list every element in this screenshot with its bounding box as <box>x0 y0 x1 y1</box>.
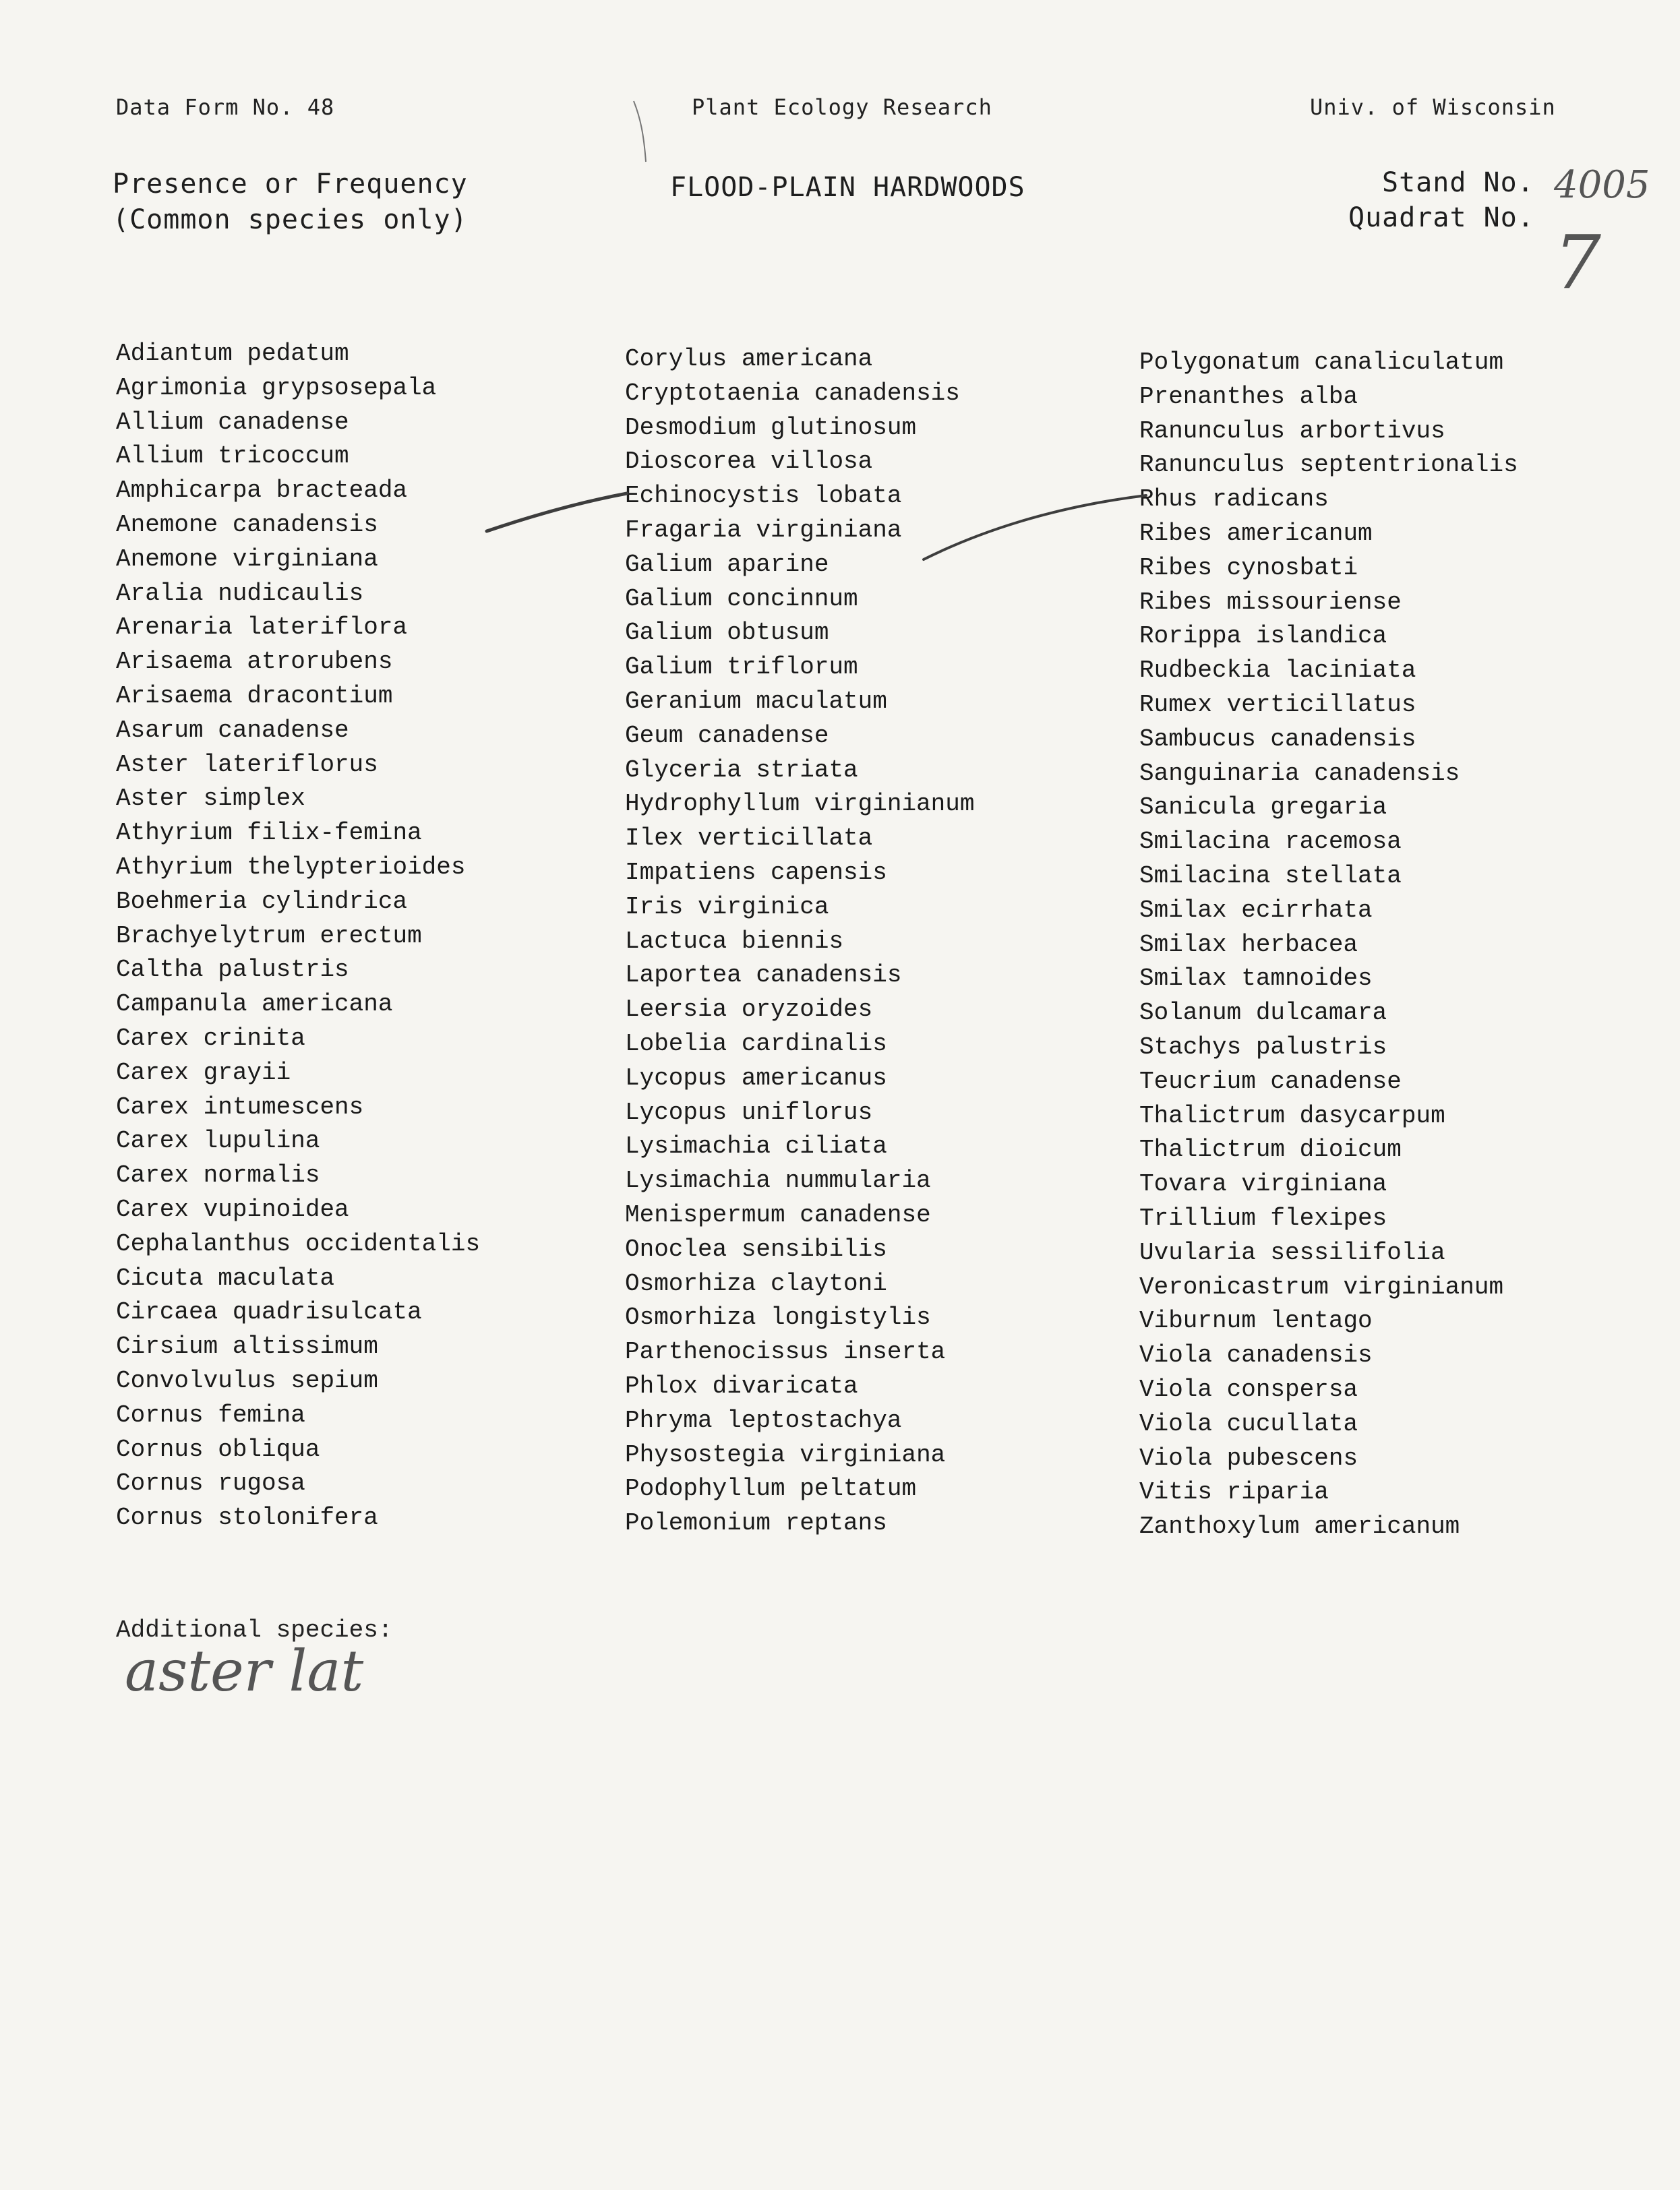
stand-value-handwritten: 4005 <box>1554 163 1650 207</box>
species-item: Carex intumescens <box>116 1093 364 1121</box>
species-item: Ilex verticillata <box>625 824 873 853</box>
species-item: Campanula americana <box>116 990 393 1018</box>
species-item: Tovara virginiana <box>1139 1170 1387 1198</box>
species-item: Cornus rugosa <box>116 1469 305 1498</box>
species-item: Lycopus uniflorus <box>625 1098 873 1126</box>
species-item: Circaea quadrisulcata <box>116 1298 422 1327</box>
species-item: Parthenocissus inserta <box>625 1338 946 1366</box>
species-item: Zanthoxylum americanum <box>1139 1513 1460 1541</box>
species-item: Osmorhiza claytoni <box>625 1269 887 1298</box>
species-item: Osmorhiza longistylis <box>625 1304 931 1332</box>
additional-species-handwritten: aster lat <box>125 1638 364 1704</box>
species-item: Athyrium filix-femina <box>116 819 422 847</box>
species-item: Dioscorea villosa <box>625 448 873 476</box>
species-item: Geum canadense <box>625 721 829 750</box>
form-number: Data Form No. 48 <box>116 94 335 120</box>
species-item: Cryptotaenia canadensis <box>625 379 960 407</box>
species-item: Viola cucullata <box>1139 1409 1358 1438</box>
species-item: Smilacina racemosa <box>1139 828 1402 856</box>
presence-label: Presence or Frequency <box>113 169 468 200</box>
species-item: Adiantum pedatum <box>116 340 349 367</box>
form-title: FLOOD-PLAIN HARDWOODS <box>670 172 1025 203</box>
species-item: Cornus femina <box>116 1401 305 1429</box>
species-item: Cicuta maculata <box>116 1264 335 1292</box>
species-item: Impatiens capensis <box>625 858 887 886</box>
species-item: Corylus americana <box>625 345 873 373</box>
species-item: Galium aparine <box>625 550 829 578</box>
species-item: Physostegia virginiana <box>625 1440 946 1469</box>
species-item: Ribes missouriense <box>1139 588 1402 616</box>
species-item: Smilacina stellata <box>1139 861 1402 890</box>
species-item: Fragaria virginiana <box>625 516 902 544</box>
species-item: Menispermum canadense <box>625 1200 931 1229</box>
species-item: Athyrium thelypterioides <box>116 853 466 881</box>
species-item: Smilax tamnoides <box>1139 965 1373 993</box>
species-item: Onoclea sensibilis <box>625 1235 887 1263</box>
species-item: Rhus radicans <box>1139 485 1329 514</box>
species-item: Ranunculus arbortivus <box>1139 417 1445 445</box>
stand-label: Stand No. <box>1382 167 1534 198</box>
species-item: Carex lupulina <box>116 1127 320 1155</box>
species-item: Leersia oryzoides <box>625 996 873 1024</box>
species-item: Prenanthes alba <box>1139 382 1358 410</box>
species-item: Iris virginica <box>625 892 829 921</box>
species-item: Phryma leptostachya <box>625 1406 902 1434</box>
species-item: Stachys palustris <box>1139 1033 1387 1061</box>
species-item: Cirsium altissimum <box>116 1333 378 1361</box>
species-item: Laportea canadensis <box>625 961 902 990</box>
species-item: Phlox divaricata <box>625 1372 858 1400</box>
species-item: Solanum dulcamara <box>1139 999 1387 1027</box>
species-item: Viola canadensis <box>1139 1341 1373 1370</box>
species-item: Carex normalis <box>116 1161 320 1190</box>
species-item: Thalictrum dasycarpum <box>1139 1101 1445 1130</box>
species-item: Teucrium canadense <box>1139 1067 1402 1095</box>
species-item: Agrimonia grypsosepala <box>116 373 437 402</box>
species-item: Convolvulus sepium <box>116 1366 378 1395</box>
species-item: Lysimachia ciliata <box>625 1132 887 1161</box>
species-item: Viola pubescens <box>1139 1444 1358 1472</box>
research-label: Plant Ecology Research <box>692 94 992 120</box>
pencil-stroke-right <box>924 495 1146 559</box>
species-item: Boehmeria cylindrica <box>116 887 408 915</box>
species-item: Viola conspersa <box>1139 1375 1358 1403</box>
species-item: Smilax ecirrhata <box>1139 896 1373 924</box>
species-item: Arenaria lateriflora <box>116 613 408 642</box>
species-item: Geranium maculatum <box>625 687 887 715</box>
additional-species-label: Additional species: <box>116 1616 393 1644</box>
species-item: Galium triflorum <box>625 653 858 681</box>
species-item: Sanguinaria canadensis <box>1139 759 1460 787</box>
species-item: Aralia nudicaulis <box>116 579 364 607</box>
species-item: Podophyllum peltatum <box>625 1475 917 1503</box>
species-item: Brachyelytrum erectum <box>116 921 422 950</box>
species-item: Rumex verticillatus <box>1139 690 1416 719</box>
species-item: Sanicula gregaria <box>1139 793 1387 822</box>
species-item: Amphicarpa bracteada <box>116 477 408 505</box>
species-item: Trillium flexipes <box>1139 1204 1387 1232</box>
species-item: Lysimachia nummularia <box>625 1167 931 1195</box>
species-item: Vitis riparia <box>1139 1478 1329 1507</box>
institution-label: Univ. of Wisconsin <box>1310 94 1556 120</box>
species-item: Arisaema atrorubens <box>116 648 393 676</box>
pencil-stroke-left <box>487 493 627 531</box>
species-item: Veronicastrum virginianum <box>1139 1273 1504 1301</box>
species-item: Ribes cynosbati <box>1139 553 1358 582</box>
species-item: Glyceria striata <box>625 756 858 784</box>
species-item: Thalictrum dioicum <box>1139 1136 1402 1164</box>
species-item: Cornus stolonifera <box>116 1504 378 1532</box>
species-item: Caltha palustris <box>116 956 349 984</box>
species-item: Asarum canadense <box>116 716 349 744</box>
species-item: Allium canadense <box>116 408 349 436</box>
species-item: Ranunculus septentrionalis <box>1139 451 1518 479</box>
species-item: Desmodium glutinosum <box>625 413 917 442</box>
species-item: Allium tricoccum <box>116 442 349 470</box>
species-item: Hydrophyllum virginianum <box>625 790 975 818</box>
species-item: Rudbeckia laciniata <box>1139 657 1416 685</box>
species-item: Viburnum lentago <box>1139 1307 1373 1335</box>
species-item: Galium concinnum <box>625 584 858 613</box>
quadrat-label: Quadrat No. <box>1348 202 1534 233</box>
species-item: Rorippa islandica <box>1139 622 1387 650</box>
species-item: Lobelia cardinalis <box>625 1029 887 1058</box>
species-item: Polygonatum canaliculatum <box>1139 348 1504 376</box>
species-item: Lycopus americanus <box>625 1064 887 1092</box>
species-item: Aster lateriflorus <box>116 750 378 779</box>
species-item: Uvularia sessilifolia <box>1139 1238 1445 1267</box>
species-item: Polemonium reptans <box>625 1509 887 1538</box>
species-item: Lactuca biennis <box>625 927 844 955</box>
stray-mark <box>634 101 646 162</box>
species-item: Smilax herbacea <box>1139 930 1358 959</box>
species-item: Sambucus canadensis <box>1139 725 1416 753</box>
species-item: Cephalanthus occidentalis <box>116 1229 481 1258</box>
species-item: Aster simplex <box>116 785 305 813</box>
species-item: Arisaema dracontium <box>116 681 393 710</box>
species-item: Cornus obliqua <box>116 1435 320 1463</box>
species-item: Anemone virginiana <box>116 545 378 573</box>
species-item: Ribes americanum <box>1139 519 1373 547</box>
species-item: Carex grayii <box>116 1058 291 1087</box>
species-item: Anemone canadensis <box>116 510 378 539</box>
species-item: Carex crinita <box>116 1024 305 1052</box>
species-item: Echinocystis lobata <box>625 482 902 510</box>
quadrat-value-handwritten: 7 <box>1554 219 1601 305</box>
species-item: Galium obtusum <box>625 619 829 647</box>
species-item: Carex vupinoidea <box>116 1195 349 1223</box>
common-species-note: (Common species only) <box>113 204 468 235</box>
